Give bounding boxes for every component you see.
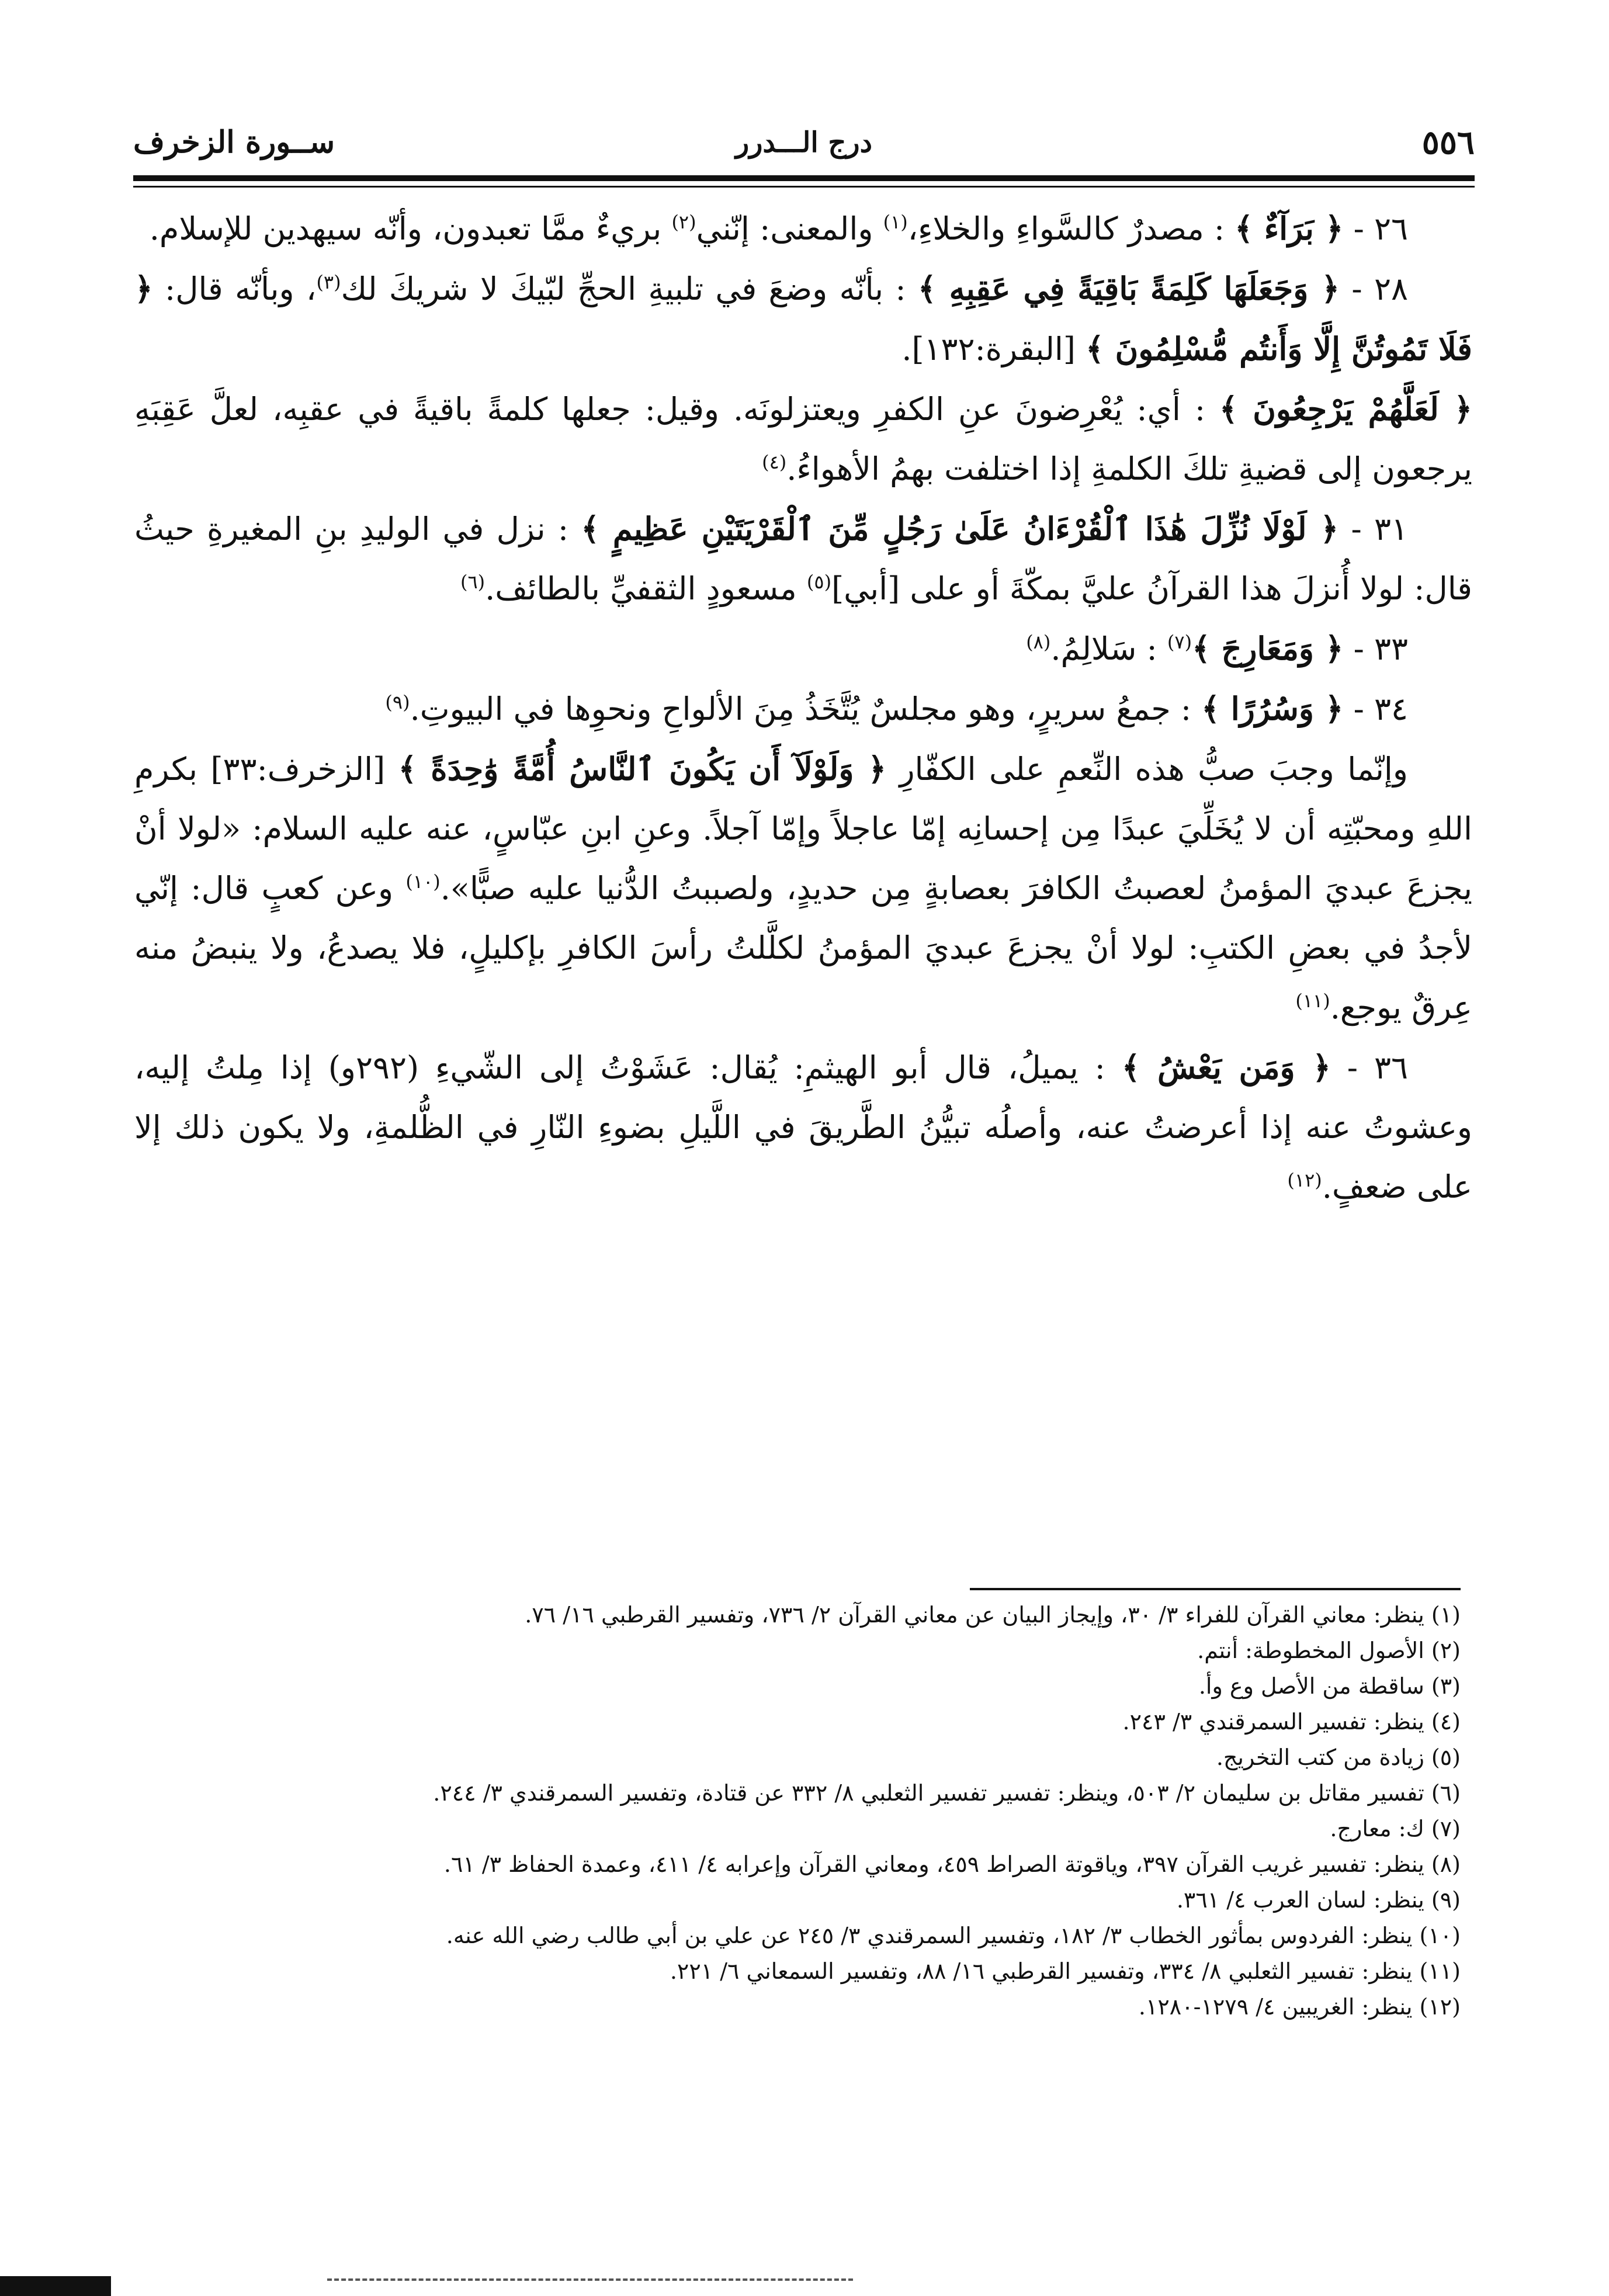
header-rule-thick bbox=[133, 175, 1475, 181]
quran-quote: ﴿ بَرَآءٌ ﴾ bbox=[1235, 210, 1344, 247]
paragraph-verse-28 bbox=[134, 259, 1472, 379]
commentary-text: : مصدرٌ كالسَّواءِ والخلاءِ، bbox=[907, 210, 1225, 247]
footnote-ref: (٤) bbox=[762, 451, 787, 473]
page-header bbox=[133, 115, 1475, 171]
footnote-ref: (١٠) bbox=[405, 870, 441, 893]
paragraph-verse-26 bbox=[134, 199, 1472, 259]
footnote: (١٠) ينظر: الفردوس بمأثور الخطاب ٣/ ١٨٢، وتفسير السمرقندي ٣/ ٢٤٥ عن علي بن أبي طالب رضي الله عنه. bbox=[446, 1923, 1461, 1948]
footnote-separator bbox=[970, 1588, 1461, 1590]
scan-edge-line bbox=[327, 2278, 853, 2283]
commentary-text: وعن كعبٍ قال: إنّي لأجدُ في بعضِ الكتبِ: لولا أنْ يجزعَ عبديَ المؤمنُ لكلَّلتُ رأسَ الكافرِ بإكليلٍ، فلا يصدعُ، ولا ينبضُ منه عِرقٌ يوجع. bbox=[134, 870, 1472, 1026]
main-text bbox=[134, 199, 1472, 1217]
verse-number: ٣٦ - bbox=[1347, 1049, 1408, 1086]
footnote-ref: (١١) bbox=[1295, 990, 1330, 1012]
commentary-text: : جمعُ سريرٍ، وهو مجلسٌ يُتَّخَذُ مِنَ الألواحِ ونحوِها في البيوتِ. bbox=[410, 691, 1192, 727]
scan-edge-mark bbox=[0, 2276, 111, 2296]
commentary-text: : يميلُ، قال أبو الهيثمِ: يُقال: عَشَوْتُ إلى الشّيءِ (٢٩٢و) إذا مِلتُ إليه، وعشوتُ عنه إذا أعرضتُ عنه، وأصلُه تبيُّنُ الطَّريقَ في اللَّيلِ بضوءِ النّارِ في الظُّلمةِ، ولا يكون ذلك إلا على ضعفٍ. bbox=[134, 1049, 1472, 1205]
footnote-ref: (١٢) bbox=[1287, 1169, 1322, 1191]
commentary-text: مسعودٍ الثقفيِّ بالطائف. bbox=[485, 570, 797, 607]
footnote-ref: (٣) bbox=[316, 271, 341, 293]
commentary-text: : أي: يُعْرِضونَ عنِ الكفرِ ويعتزلونَه. وقيل: جعلها كلمةً باقيةً في عقبِه، لعلَّ عَقِبَهِ يرجعون إلى قضيةِ تلكَ الكلمةِ إذا اختلفت بهمُ الأهواءُ. bbox=[134, 391, 1472, 487]
commentary-text: : بأنّه وضعَ في تلبيةِ الحجِّ لبّيكَ لا شريكَ لك bbox=[341, 270, 906, 307]
commentary-text: : نزل في الوليدِ بنِ المغيرةِ حيثُ قال: لولا أُنزلَ هذا القرآنُ عليَّ بمكّةَ أو على [أبي] bbox=[134, 511, 1472, 607]
paragraph-verse-36 bbox=[134, 1038, 1472, 1217]
verse-number: ٣٤ - bbox=[1353, 691, 1408, 727]
quran-quote: ﴿ لَعَلَّهُمْ يَرْجِعُونَ ﴾ bbox=[1219, 390, 1473, 428]
footnote-ref: (١) bbox=[883, 211, 908, 233]
paragraph-blessings bbox=[134, 739, 1472, 1038]
book-title: درج الـــدرر bbox=[736, 126, 872, 159]
footnote: (١١) ينظر: تفسير الثعلبي ٨/ ٣٣٤، وتفسير القرطبي ١٦/ ٨٨، وتفسير السمعاني ٦/ ٢٢١. bbox=[670, 1958, 1461, 1984]
footnote: (٢) الأصول المخطوطة: أنتم. bbox=[1197, 1638, 1461, 1663]
paragraph-verse-34 bbox=[134, 679, 1472, 739]
commentary-text: بريءٌ ممَّا تعبدون، وأنّه سيهدين للإسلام. bbox=[149, 210, 662, 247]
footnote-ref: (٥) bbox=[806, 571, 832, 593]
quran-quote: ﴿ فَلَا تَمُوتُنَّ إِلَّا وَأَنتُم مُّسْلِمُونَ ﴾ bbox=[134, 270, 1472, 367]
footnote: (٤) ينظر: تفسير السمرقندي ٣/ ٢٤٣. bbox=[1122, 1709, 1461, 1735]
page-number: ٥٥٦ bbox=[1421, 123, 1475, 162]
paragraph-laallahum bbox=[134, 379, 1472, 499]
footnote: (٣) ساقطة من الأصل وع وأ. bbox=[1198, 1673, 1461, 1699]
commentary-text: وإنّما وجبَ صبُّ هذه النِّعمِ على الكفّارِ bbox=[899, 751, 1409, 788]
footnote: (٥) زيادة من كتب التخريج. bbox=[1216, 1744, 1461, 1770]
header-rule-thin bbox=[133, 186, 1475, 188]
footnote-ref: (٩) bbox=[385, 691, 410, 713]
footnote: (٦) تفسير مقاتل بن سليمان ٢/ ٥٠٣، وينظر: تفسير تفسير الثعلبي ٨/ ٣٣٢ عن قتادة، وتفسير السمرقندي ٣/ ٢٤٤. bbox=[433, 1780, 1461, 1806]
quran-quote: ﴿ وَمَن يَعْشُ ﴾ bbox=[1121, 1049, 1331, 1086]
citation: [البقرة:١٣٢]. bbox=[901, 331, 1076, 367]
footnote: (٩) ينظر: لسان العرب ٤/ ٣٦١. bbox=[1176, 1887, 1461, 1913]
footnote-ref: (٧) bbox=[1167, 631, 1192, 653]
footnote-ref: (٢) bbox=[671, 211, 696, 233]
quran-quote: ﴿ وَلَوْلَآ أَن يَكُونَ ٱلنَّاسُ أُمَّةً وَٰحِدَةً ﴾ bbox=[398, 750, 887, 788]
footnote-ref: (٦) bbox=[460, 571, 486, 593]
verse-number: ٢٦ - bbox=[1353, 210, 1408, 247]
verse-number: ٢٨ - bbox=[1351, 270, 1408, 307]
commentary-text: : سَلالِمُ. bbox=[1050, 630, 1157, 667]
quran-quote: ﴿ وَجَعَلَهَا كَلِمَةً بَاقِيَةً فِي عَقِبِهِ ﴾ bbox=[918, 270, 1340, 307]
paragraph-verse-31 bbox=[134, 499, 1472, 619]
quran-quote: ﴿ لَوْلَا نُزِّلَ هَٰذَا ٱلْقُرْءَانُ عَلَىٰ رَجُلٍ مِّنَ ٱلْقَرْيَتَيْنِ عَظِيمٍ ﴾ bbox=[581, 510, 1339, 547]
footnote-ref: (٨) bbox=[1026, 631, 1051, 653]
footnotes bbox=[134, 1597, 1461, 2025]
commentary-text: ، وبأنّه قال: bbox=[165, 270, 317, 307]
commentary-text: [الزخرف:٣٣] بكرمِ اللهِ ومحبّتِه أن لا يُخَلِّيَ عبدًا مِن إحسانِه إمّا عاجلاً وإمّا آجلاً. وعنِ ابنِ عبّاسٍ، عنه عليه السلام: «لولا أنْ يجزعَ عبديَ المؤمنُ لعصبتُ الكافرَ بعصابةٍ مِن حديدٍ، ولصببتُ الدُّنيا عليه صبًّا». bbox=[134, 751, 1472, 907]
quran-quote: ﴿ وَمَعَارِجَ ﴾ bbox=[1192, 630, 1344, 667]
quran-quote: ﴿ وَسُرُرًا ﴾ bbox=[1201, 690, 1344, 727]
footnote: (٨) ينظر: تفسير غريب القرآن ٣٩٧، وياقوتة الصراط ٤٥٩، ومعاني القرآن وإعرابه ٤/ ٤١١، وعمدة الحفاظ ٣/ ٦١. bbox=[443, 1851, 1461, 1877]
paragraph-verse-33 bbox=[134, 619, 1472, 679]
surah-title: ســورة الزخرف bbox=[133, 124, 335, 160]
footnote: (٧) ك: معارج. bbox=[1330, 1816, 1461, 1841]
commentary-text: والمعنى: إنّني bbox=[696, 210, 873, 247]
footnote: (١) ينظر: معاني القرآن للفراء ٣/ ٣٠، وإيجاز البيان عن معاني القرآن ٢/ ٧٣٦، وتفسير القرطبي ١٦/ ٧٦. bbox=[525, 1602, 1461, 1628]
footnote: (١٢) ينظر: الغريبين ٤/ ١٢٧٩-١٢٨٠. bbox=[1138, 1994, 1461, 2020]
verse-number: ٣١ - bbox=[1351, 511, 1409, 547]
verse-number: ٣٣ - bbox=[1353, 630, 1408, 667]
